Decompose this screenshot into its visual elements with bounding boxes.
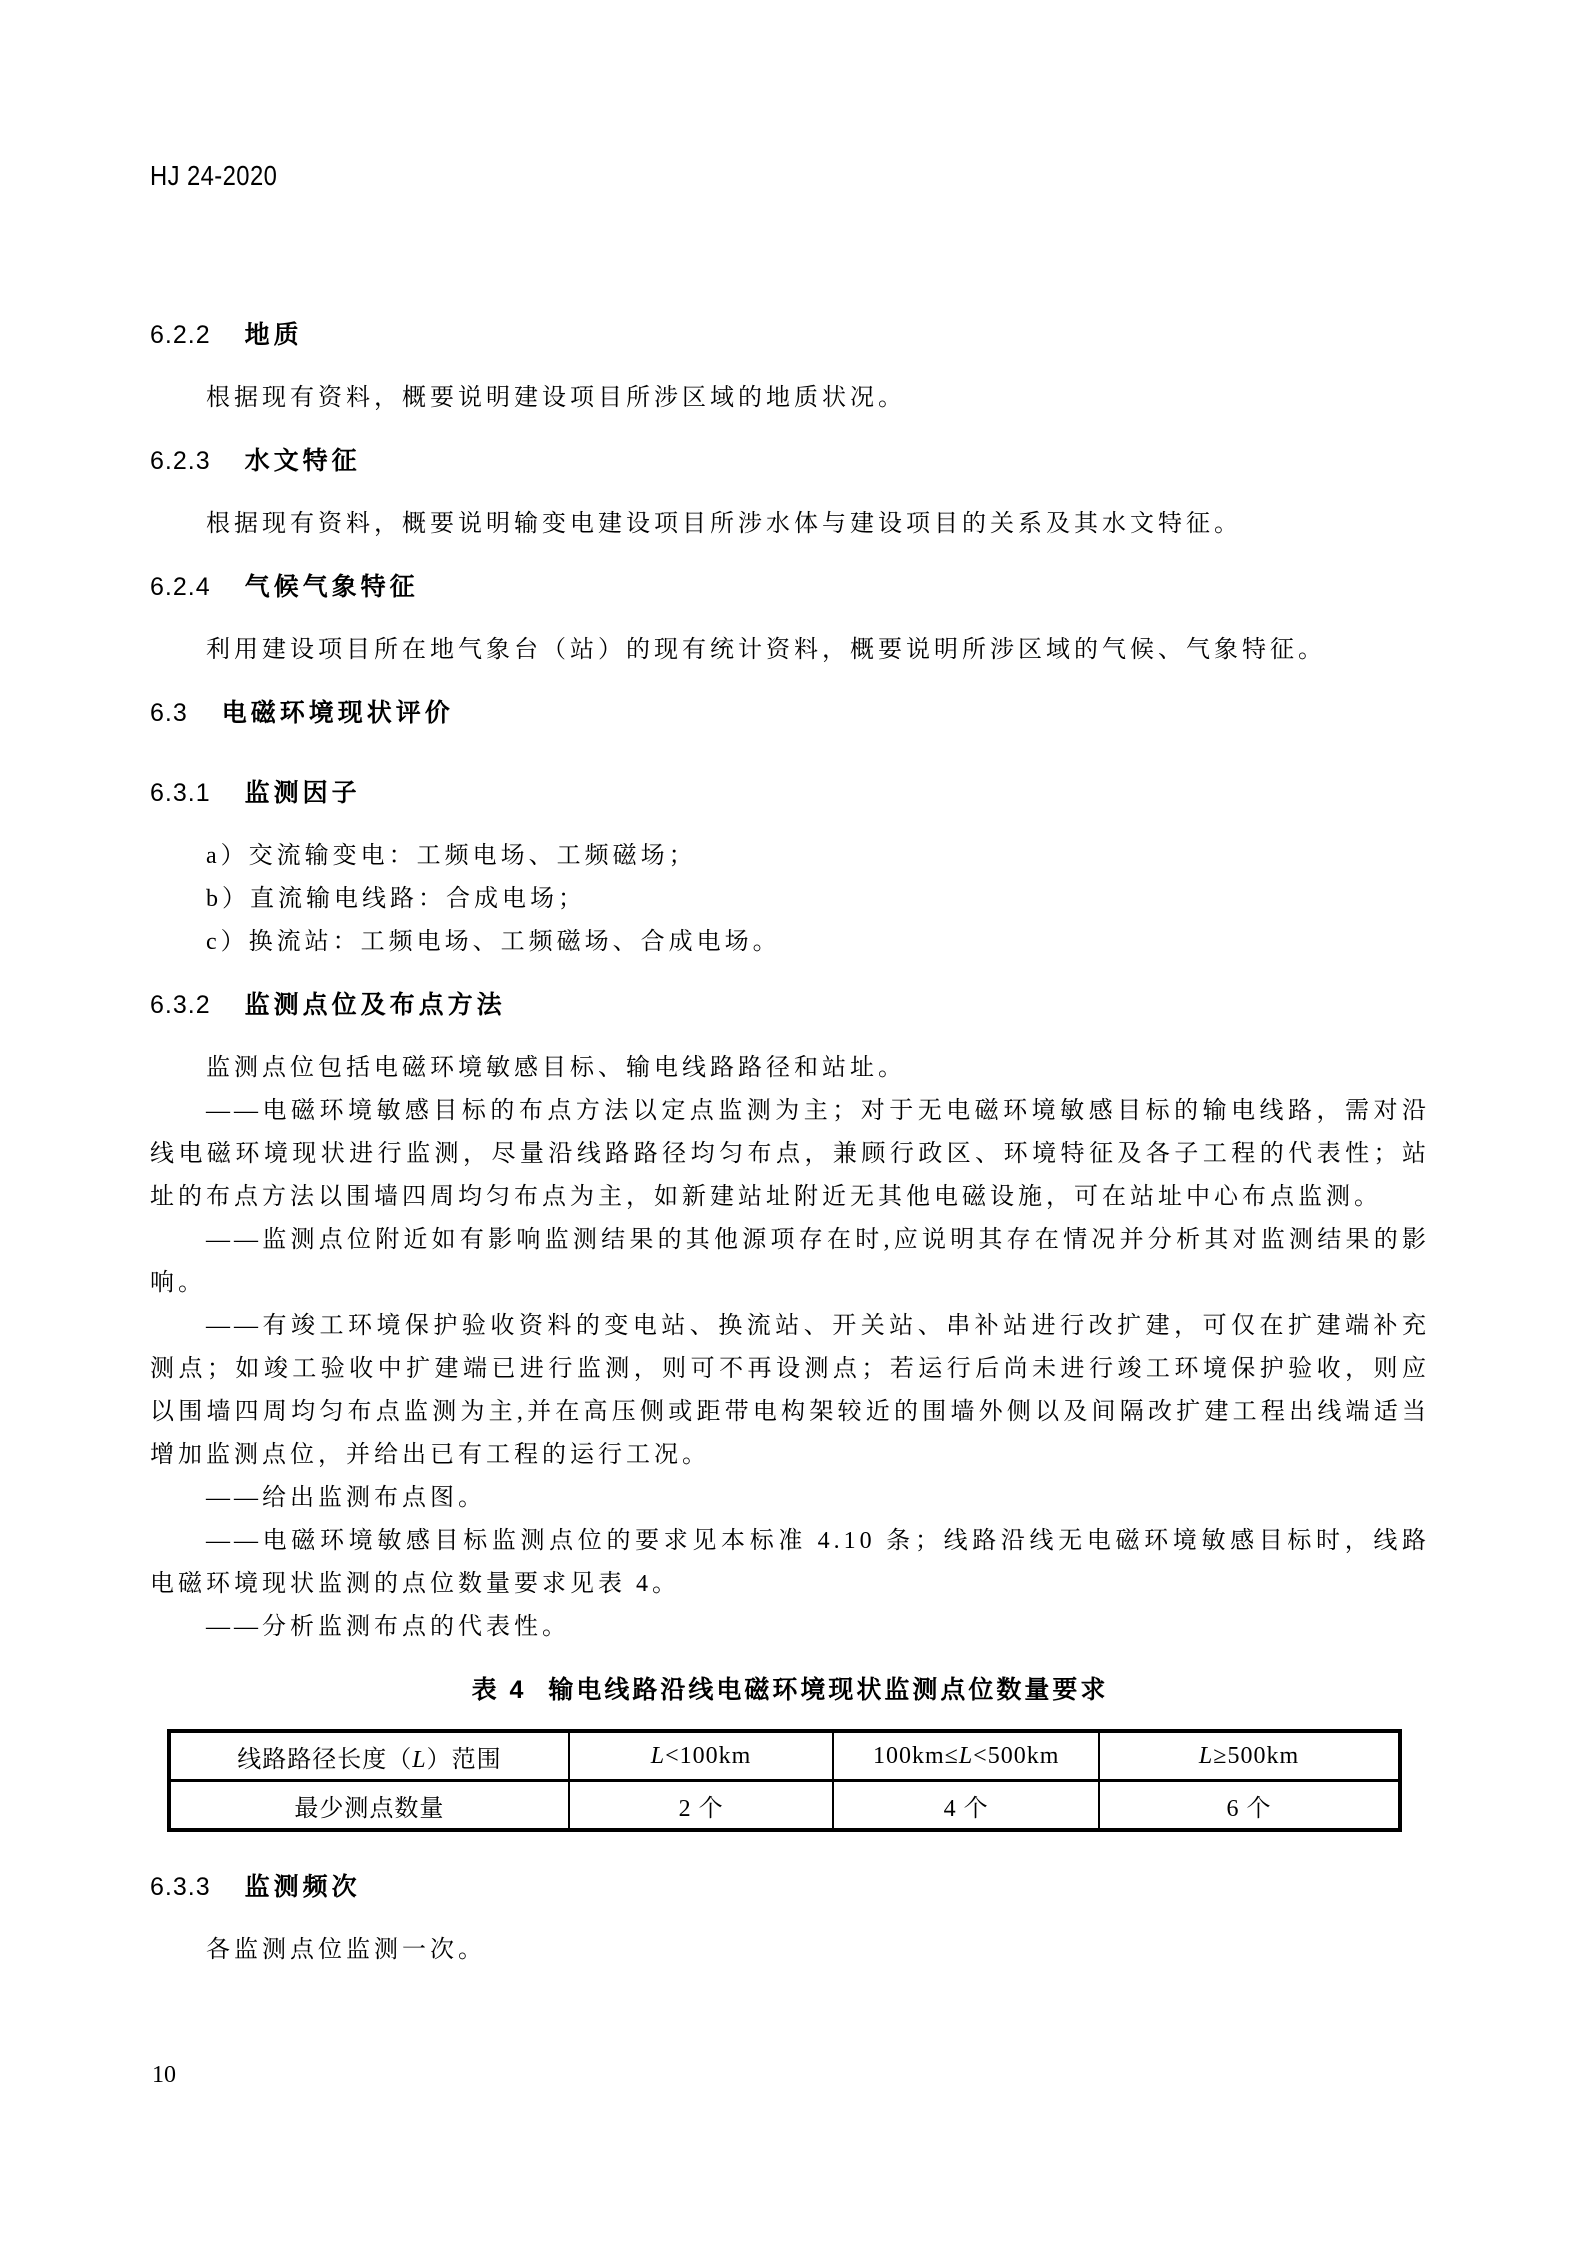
table-header-cell xyxy=(569,1731,834,1781)
heading-number: 6.2.3 xyxy=(150,447,211,475)
paragraph-dash-other-sources: ——监测点位附近如有影响监测结果的其他源项存在时,应说明其存在情况并分析其对监测结果的影响。 xyxy=(150,1227,1430,1296)
heading-6-3 xyxy=(150,692,1430,735)
heading-title: 地质 xyxy=(244,321,303,349)
heading-number: 6.2.2 xyxy=(150,321,211,349)
cell-text: ）范围 xyxy=(426,1746,502,1773)
table4-caption-title: 输电线路沿线电磁环境现状监测点位数量要求 xyxy=(548,1676,1109,1704)
heading-number: 6.2.4 xyxy=(150,573,211,601)
list-item-b: b）直流输电线路：合成电场； xyxy=(206,886,586,912)
heading-number: 6.3 xyxy=(150,699,188,727)
cell-text: <100km xyxy=(665,1742,752,1769)
standard-number-header: HJ 24-2020 xyxy=(150,160,278,191)
table4-caption-label: 表 4 xyxy=(471,1676,527,1704)
heading-title: 水文特征 xyxy=(244,447,361,475)
heading-title: 监测频次 xyxy=(244,1873,361,1901)
paragraph-monitoring-points-intro: 监测点位包括电磁环境敏感目标、输电线路路径和站址。 xyxy=(206,1055,906,1081)
cell-text: ≥500km xyxy=(1213,1742,1300,1769)
heading-title: 气候气象特征 xyxy=(244,573,419,601)
heading-title: 监测点位及布点方法 xyxy=(244,991,506,1019)
cell-variable: L xyxy=(650,1742,666,1769)
heading-6-3-3 xyxy=(150,1866,1430,1909)
heading-6-3-1 xyxy=(150,772,1430,815)
heading-6-2-2 xyxy=(150,314,1430,357)
paragraph-dash-table4-ref: ——电磁环境敏感目标监测点位的要求见本标准 4.10 条；线路沿线无电磁环境敏感目标时，线路电磁环境现状监测的点位数量要求见表 4。 xyxy=(150,1528,1430,1597)
heading-number: 6.3.1 xyxy=(150,779,211,807)
paragraph-dash-acceptance: ——有竣工环境保护验收资料的变电站、换流站、开关站、串补站进行改扩建，可仅在扩建端补充测点；如竣工验收中扩建端已进行监测，则可不再设测点；若运行后尚未进行竣工环境保护验收，则应以围墙四周均匀布点监测为主,并在高压侧或距带电构架较近的围墙外侧以及间隔改扩建工程出线端适当增加监测点位，并给出已有工程的运行工况。 xyxy=(150,1313,1430,1468)
heading-title: 监测因子 xyxy=(244,779,361,807)
table-header-cell xyxy=(169,1731,569,1781)
heading-number: 6.3.3 xyxy=(150,1873,211,1901)
table-cell xyxy=(569,1781,834,1831)
table-cell xyxy=(833,1781,1099,1831)
heading-6-3-2 xyxy=(150,984,1430,1027)
heading-number: 6.3.2 xyxy=(150,991,211,1019)
cell-text: 最少测点数量 xyxy=(294,1795,445,1822)
table4-caption xyxy=(150,1669,1430,1712)
cell-variable: L xyxy=(958,1742,974,1769)
paragraph-dash-layout-map: ——给出监测布点图。 xyxy=(206,1485,486,1511)
cell-text: 4 个 xyxy=(943,1795,989,1822)
paragraph-dash-sensitive-targets: ——电磁环境敏感目标的布点方法以定点监测为主；对于无电磁环境敏感目标的输电线路，需对沿线电磁环境现状进行监测，尽量沿线路路径均匀布点，兼顾行政区、环境特征及各子工程的代表性；站址的布点方法以围墙四周均匀布点为主，如新建站址附近无其他电磁设施，可在站址中心布点监测。 xyxy=(150,1098,1430,1210)
page-number: 10 xyxy=(152,2062,176,2088)
table-cell xyxy=(1099,1781,1400,1831)
cell-text: 100km≤ xyxy=(872,1742,959,1769)
cell-text: 6 个 xyxy=(1226,1795,1272,1822)
heading-6-2-4 xyxy=(150,566,1430,609)
monitoring-factor-list xyxy=(150,835,1430,964)
paragraph-monitoring-frequency: 各监测点位监测一次。 xyxy=(206,1937,486,1963)
cell-variable: L xyxy=(1198,1742,1214,1769)
table-row-header xyxy=(169,1731,1400,1781)
paragraph-geology: 根据现有资料，概要说明建设项目所涉区域的地质状况。 xyxy=(206,385,906,411)
heading-title: 电磁环境现状评价 xyxy=(221,699,454,727)
paragraph-dash-representativeness: ——分析监测布点的代表性。 xyxy=(206,1614,570,1640)
table-header-cell xyxy=(833,1731,1099,1781)
cell-text: 2 个 xyxy=(678,1795,724,1822)
heading-6-2-3 xyxy=(150,440,1430,483)
table-header-cell xyxy=(1099,1731,1400,1781)
list-item-c: c）换流站：工频电场、工频磁场、合成电场。 xyxy=(206,929,781,955)
list-item-a: a）交流输变电：工频电场、工频磁场； xyxy=(206,843,697,869)
paragraph-hydrology: 根据现有资料，概要说明输变电建设项目所涉水体与建设项目的关系及其水文特征。 xyxy=(206,511,1242,537)
paragraph-climate: 利用建设项目所在地气象台（站）的现有统计资料，概要说明所涉区域的气候、气象特征。 xyxy=(206,637,1326,663)
cell-variable: L xyxy=(412,1746,427,1773)
table-cell xyxy=(169,1781,569,1831)
cell-text: 线路路径长度（ xyxy=(237,1746,413,1773)
cell-text: <500km xyxy=(973,1742,1060,1769)
table-row-values xyxy=(169,1781,1400,1831)
table-4 xyxy=(167,1729,1402,1832)
